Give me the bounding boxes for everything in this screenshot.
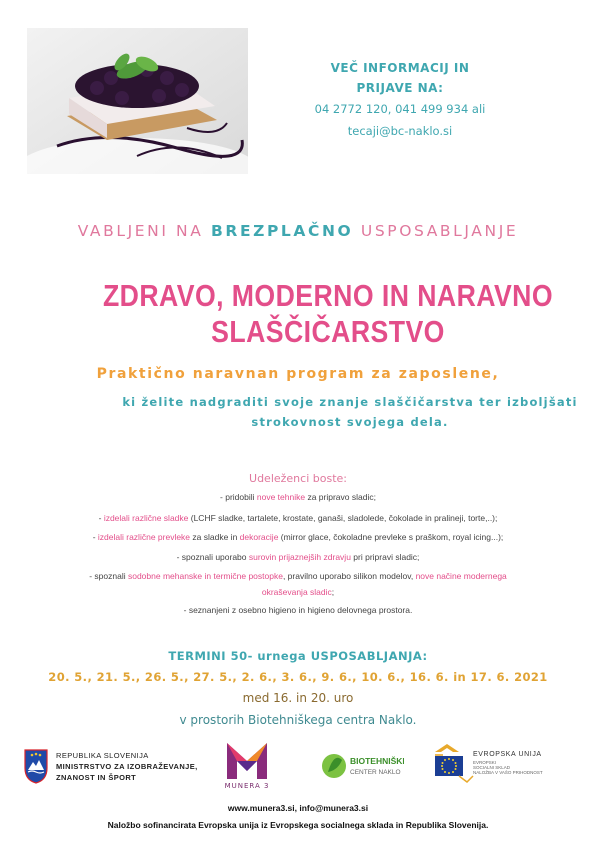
- eu-line4: NALOŽBA V VAŠO PRIHODNOST: [473, 770, 543, 775]
- page-title: [98, 278, 559, 350]
- invite-free: BREZPLAČNO: [211, 222, 354, 240]
- slovenia-coat-of-arms-icon: [22, 748, 50, 784]
- bullet-4: [0, 552, 596, 562]
- schedule-title-pre: TERMINI 50- urnega: [168, 649, 311, 663]
- bullet-4-post: pri pripravi sladic;: [350, 552, 420, 562]
- bullet-5-highlight: sodobne mehanske in termične postopke: [127, 571, 283, 581]
- eu-flag-icon: [435, 756, 463, 776]
- bullet-2: [0, 513, 596, 523]
- bullet-5-highlight2: nove načine modernega: [415, 571, 507, 581]
- subtitle-rest: [120, 392, 580, 432]
- bullet-1-post: za pripravo sladic;: [305, 492, 376, 502]
- invite-line: [0, 222, 596, 240]
- contact-info: [300, 58, 500, 142]
- bullet-4-highlight: surovin prijaznejših zdravju: [248, 552, 351, 562]
- bullet-3-pre: -: [92, 532, 98, 542]
- cheesecake-photo: [27, 28, 248, 174]
- contact-heading-line2: PRIJAVE NA:: [356, 81, 444, 95]
- subtitle-line3: strokovnost svojega dela.: [251, 415, 449, 429]
- bullet-5-cont-post: ;: [331, 587, 335, 597]
- bullet-4-pre: - spoznali uporabo: [176, 552, 249, 562]
- bullet-1-highlight: nove tehnike: [256, 492, 306, 502]
- bullet-3-post: (mirror glace, čokoladne prevleke s praškom, royal icing...);: [278, 532, 504, 542]
- munera3-logo: [223, 739, 271, 795]
- bullet-2-pre: -: [98, 513, 104, 523]
- bullet-3-highlight2: dekoracije: [239, 532, 279, 542]
- bullet-2-post: (LCHF sladke, tartalete, krostate, ganaši, sladolede, čokolade in pralineji, torte,..);: [188, 513, 498, 523]
- bullet-1-pre: - pridobili: [220, 492, 257, 502]
- eu-fund-logo: [433, 742, 553, 790]
- bullet-5-pre: - spoznali: [89, 571, 128, 581]
- contact-phones: 04 2772 120, 041 499 934 ali: [314, 102, 486, 116]
- bc-line1: BIOTEHNIŠKI: [350, 756, 404, 766]
- bullet-3: [0, 532, 596, 542]
- subtitle-line2: ki želite nadgraditi svoje znanje slaščičarstva ter izboljšati: [122, 395, 578, 409]
- bullet-2-highlight: izdelali različne sladke: [103, 513, 189, 523]
- schedule-title: [0, 649, 596, 663]
- ministry-logo-text: [56, 750, 198, 783]
- footer-funding-note: Naložbo sofinancirata Evropska unija iz Evropskega socialnega sklada in Republika Slovenija.: [107, 820, 489, 830]
- contact-heading-line1: VEČ INFORMACIJ IN: [330, 61, 470, 75]
- ministry-logo: [22, 748, 202, 788]
- bullet-5: [0, 571, 596, 581]
- ministry-line3: ZNANOST IN ŠPORT: [56, 773, 137, 782]
- munera-m-icon: [223, 739, 271, 783]
- schedule-time: med 16. in 20. uro: [242, 691, 354, 705]
- title-line1: ZDRAVO, MODERNO IN NARAVNO: [102, 278, 554, 313]
- footer-website[interactable]: www.munera3.si, info@munera3.si: [227, 803, 369, 813]
- subtitle-line1: Praktično naravnan program za zaposlene,: [96, 366, 500, 382]
- invite-part3: USPOSABLJANJE: [353, 222, 519, 240]
- bullet-6: - seznanjeni z osebno higieno in higieno delovnega prostora.: [183, 605, 413, 615]
- title-line2: SLAŠČIČARSTVO: [211, 314, 445, 349]
- eu-line3: SOCIALNI SKLAD: [473, 765, 511, 770]
- schedule-place: v prostorih Biotehniškega centra Naklo.: [179, 713, 417, 727]
- bullet-3-mid: za sladke in: [190, 532, 240, 542]
- bullet-1: [0, 492, 596, 502]
- eu-line1: EVROPSKA UNIJA: [473, 751, 542, 758]
- eu-line2: EVROPSKI: [473, 760, 497, 765]
- bullet-5-mid: , pravilno uporabo silikon modelov,: [282, 571, 416, 581]
- bullet-5-cont-highlight: okraševanja sladic: [261, 587, 332, 597]
- bullet-5-cont: [0, 587, 596, 597]
- ministry-line2: MINISTRSTVO ZA IZOBRAŽEVANJE,: [56, 762, 198, 771]
- bullet-3-highlight: izdelali različne prevleke: [97, 532, 191, 542]
- invite-part1: VABLJENI NA: [77, 222, 211, 240]
- ministry-line1: REPUBLIKA SLOVENIJA: [56, 751, 149, 760]
- bc-line2: CENTER NAKLO: [350, 769, 401, 776]
- leaf-icon: [322, 754, 346, 778]
- munera-label: MUNERA 3: [224, 782, 270, 790]
- biotehniski-center-logo: [320, 744, 404, 788]
- schedule-title-bold: USPOSABLJANJA:: [310, 649, 428, 663]
- schedule-dates: 20. 5., 21. 5., 26. 5., 27. 5., 2. 6., 3. 6., 9. 6., 10. 6., 16. 6. in 17. 6. 2021: [48, 670, 548, 684]
- contact-email[interactable]: tecaji@bc-naklo.si: [347, 124, 453, 138]
- participants-heading: Udeleženci boste:: [249, 472, 347, 485]
